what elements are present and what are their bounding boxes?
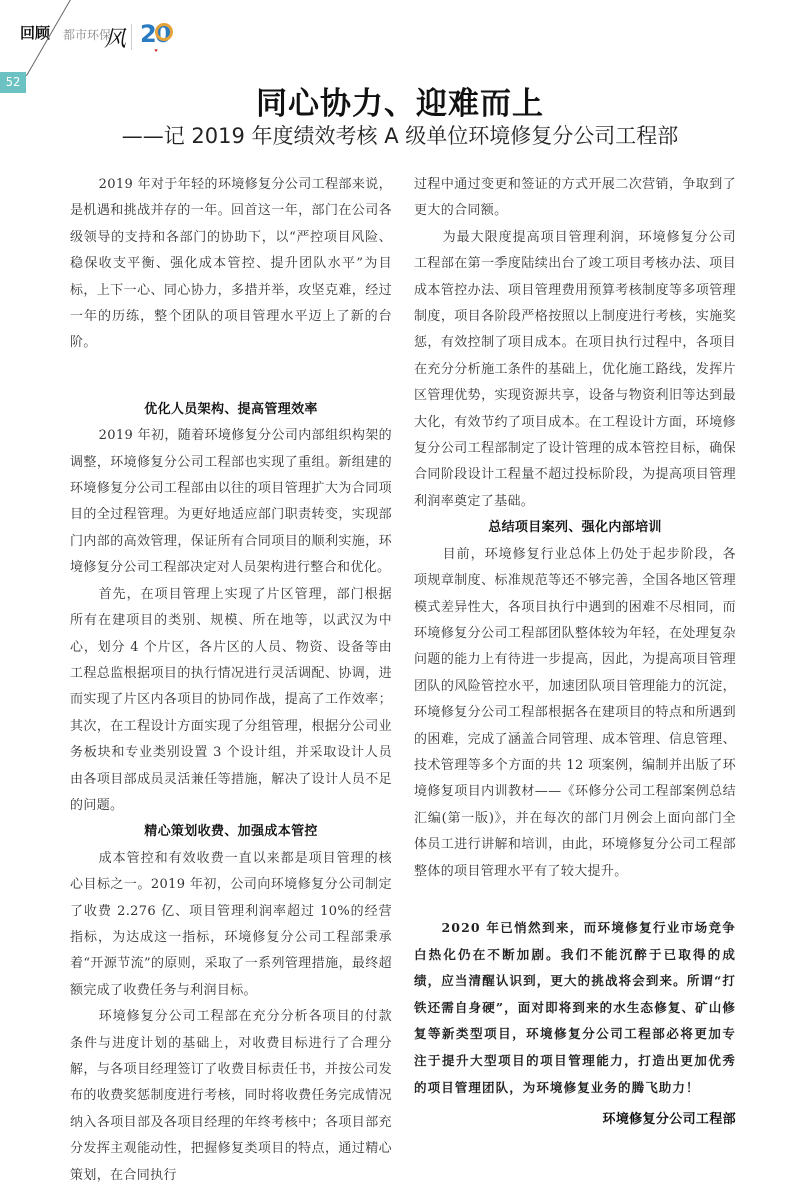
anniversary-ring-icon [155, 23, 173, 41]
section-heading: 优化人员架构、提高管理效率 [144, 401, 318, 417]
right-column [414, 172, 736, 1134]
left-column [70, 172, 392, 1189]
section-heading: 总结项目案列、强化内部培训 [488, 520, 662, 536]
page-title: 同心协力、迎难而上 [256, 86, 544, 122]
logo-divider [131, 24, 132, 50]
brand-text: 都市环保 [63, 28, 112, 42]
closing-paragraph: 2020 年已悄然到来，而环境修复行业市场竞争白热化仍在不断加剧。我们不能沉醉于已取得的成绩，应当清醒认识到，更大的挑战将会到来。所谓“打铁还需自身硬”，面对即将到来的水生态修复、矿山修复等新类型项目，环境修复分公司工程部必将更加专注于提升大型项目的项目管理能力，打造出更加优秀的项目管理团队，为环境修复业务的腾飞助力！ [414, 919, 736, 1095]
signature: 环境修复分公司工程部 [602, 1112, 736, 1128]
spacer [414, 885, 736, 915]
paragraph: 2019 年对于年轻的环境修复分公司工程部来说，是机遇和挑战并存的一年。回首这一年，部门在公司各级领导的支持和各部门的协助下，以“严控项目风险、稳保收支平衡、强化成本管控、提升团队水平”为目标，上下一心、同心协力，多措并举，攻坚克难，经过一年的历练，整个团队的项目管理水平迈上了新的台阶。 [70, 177, 392, 351]
page-number: 52 [0, 72, 26, 93]
spacer [70, 383, 392, 397]
paragraph: 过程中通过变更和签证的方式开展二次营销，争取到了更大的合同额。 [414, 177, 736, 219]
paragraph: 为最大限度提高项目管理利润，环境修复分公司工程部在第一季度陆续出台了竣工项目考核办法、项目成本管控办法、项目管理费用预算考核制度等多项管理制度，项目各阶段严格按照以上制度进行考核，实施奖惩，有效控制了项目成本。在项目执行过程中，各项目在充分分析施工条件的基础上，优化施工路线，发挥片区管理优势，实现资源共享，设备与物资利旧等达到最大化，有效节约了项目成本。在工程设计方面，环境修复分公司工程部制定了设计管理的成本管控目标，确保合同阶段设计工程量不超过投标阶段，为提高项目管理利润率奠定了基础。 [414, 229, 736, 509]
brand-calligraphy-logo: 风 [104, 27, 127, 52]
page-subtitle: ——记 2019 年度绩效考核 A 级单位环境修复分公司工程部 [121, 124, 679, 148]
spacer [70, 357, 392, 383]
anniversary-number: 20 [140, 20, 170, 48]
anniversary-heart-icon: ♥ [154, 48, 158, 53]
paragraph: 首先，在项目管理上实现了片区管理，部门根据所有在建项目的类别、规模、所在地等，以武汉为中心，划分 4 个片区，各片区的人员、物资、设备等由工程总监根据项目的执行情况进行灵活调配、协调，进而实现了片区内各项目的协同作战，提高了工作效率；其次，在工程设计方面实现了分组管理，根据分公司业务板块和专业类别设置 3 个设计组，并采取设计人员由各项目部成员灵活兼任等措施，解决了设计人员不足的问题。 [70, 586, 392, 813]
section-label: 回顾 [20, 24, 51, 42]
paragraph: 目前，环境修复行业总体上仍处于起步阶段，各项规章制度、标准规范等还不够完善，全国各地区管理模式差异性大，各项目执行中遇到的困难不尽相同，而环境修复分公司工程部团队整体较为年轻，在处理复杂问题的能力上有待进一步提高，因此，为提高项目管理团队的风险管控水平，加速团队项目管理能力的沉淀，环境修复分公司工程部根据各在建项目的特点和所遇到的困难，完成了涵盖合同管理、成本管理、信息管理、技术管理等多个方面的共 12 项案例，编制并出版了环境修复项目内训教材——《环修分公司工程部案例总结汇编(第一版)》，并在每次的部门月例会上面向部门全体员工进行讲解和培训，由此，环境修复分公司工程部整体的项目管理水平有了较大提升。 [414, 546, 736, 879]
anniversary-logo [140, 20, 172, 54]
paragraph: 成本管控和有效收费一直以来都是项目管理的核心目标之一。2019 年初，公司向环境修复分公司制定了收费 2.276 亿、项目管理利润率超过 10%的经营指标，为达成这一指标，环境修复分公司工程部秉承着“开源节流”的原则，采取了一系列管理措施，最终超额完成了收费任务与利润目标。 [70, 850, 392, 998]
paragraph: 2019 年初，随着环境修复分公司内部组织构架的调整，环境修复分公司工程部也实现了重组。新组建的环境修复分公司工程部由以往的项目管理扩大为合同项目的全过程管理。为更好地适应部门职责转变，实现部门内部的高效管理，保证所有合同项目的顺利实施，环境修复分公司工程部决定对人员架构进行整合和优化。 [70, 428, 392, 576]
paragraph: 环境修复分公司工程部在充分分析各项目的付款条件与进度计划的基础上，对收费目标进行了合理分解，与各项目经理签订了收费目标责任书，并按公司发布的收费奖惩制度进行考核，同时将收费任务完成情况纳入各项目部及各项目经理的年终考核中；各项目部充分发挥主观能动性，把握修复类项目的特点，通过精心策划，在合同执行 [70, 1009, 392, 1183]
section-heading: 精心策划收费、加强成本管控 [144, 824, 318, 840]
